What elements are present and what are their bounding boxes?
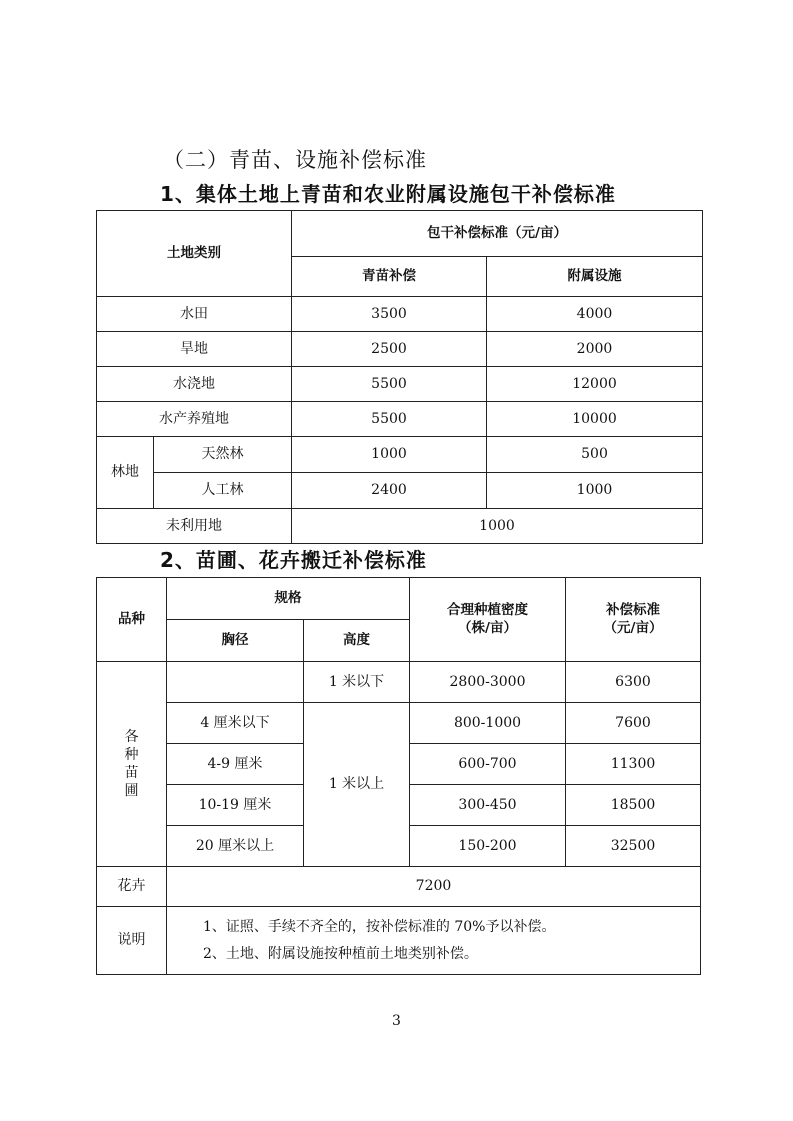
diameter-cell: 10-19 厘米 (167, 785, 304, 826)
facility-value-cell: 2000 (487, 332, 703, 367)
header-spec: 规格 (167, 578, 410, 620)
density-cell: 600-700 (410, 744, 566, 785)
header-comp-standard: 补偿标准 （元/亩） (566, 578, 701, 662)
land-type-cell: 旱地 (97, 332, 292, 367)
nursery-vertical-label: 各 种 苗 圃 (97, 662, 167, 867)
land-type-cell: 水浇地 (97, 367, 292, 402)
crop-value-cell: 2500 (292, 332, 487, 367)
flowers-label: 花卉 (97, 867, 167, 907)
notes-body (167, 907, 701, 975)
height-cell: 1 米以上 (304, 703, 410, 867)
crop-value-cell: 1000 (292, 437, 487, 473)
header-variety: 品种 (97, 578, 167, 662)
diameter-cell: 4-9 厘米 (167, 744, 304, 785)
diameter-cell: 20 厘米以上 (167, 826, 304, 867)
comp-cell: 6300 (566, 662, 701, 703)
comp-cell: 32500 (566, 826, 701, 867)
subtitle-crop-facility: 1、集体土地上青苗和农业附属设施包干补偿标准 (160, 182, 616, 206)
comp-cell: 18500 (566, 785, 701, 826)
header-density: 合理种植密度 （株/亩） (410, 578, 566, 662)
header-diameter: 胸径 (167, 620, 304, 662)
facility-value-cell: 500 (487, 437, 703, 473)
density-cell: 150-200 (410, 826, 566, 867)
header-standard: 包干补偿标准（元/亩） (292, 211, 703, 257)
density-cell: 800-1000 (410, 703, 566, 744)
crop-value-cell: 5500 (292, 402, 487, 437)
density-cell: 300-450 (410, 785, 566, 826)
note-line: 1、证照、手续不齐全的，按补偿标准的 70%予以补偿。 (203, 918, 556, 935)
facility-value-cell: 1000 (487, 473, 703, 509)
land-type-cell: 天然林 (154, 437, 292, 473)
header-crop: 青苗补偿 (292, 257, 487, 297)
crop-value-cell: 2400 (292, 473, 487, 509)
facility-value-cell: 4000 (487, 297, 703, 332)
diameter-cell (167, 662, 304, 703)
subtitle-nursery: 2、苗圃、花卉搬迁补偿标准 (160, 548, 427, 572)
diameter-cell: 4 厘米以下 (167, 703, 304, 744)
nursery-relocation-table (96, 577, 701, 975)
land-type-cell: 人工林 (154, 473, 292, 509)
crop-facility-compensation-table (96, 210, 703, 544)
comp-cell: 11300 (566, 744, 701, 785)
header-land-type: 土地类别 (97, 211, 292, 297)
forest-group-cell: 林地 (97, 437, 154, 509)
crop-value-cell: 5500 (292, 367, 487, 402)
height-cell: 1 米以下 (304, 662, 410, 703)
density-cell: 2800-3000 (410, 662, 566, 703)
land-type-cell: 未利用地 (97, 509, 292, 544)
land-type-cell: 水田 (97, 297, 292, 332)
flowers-value: 7200 (167, 867, 701, 907)
comp-cell: 7600 (566, 703, 701, 744)
land-type-cell: 水产养殖地 (97, 402, 292, 437)
header-height: 高度 (304, 620, 410, 662)
facility-value-cell: 12000 (487, 367, 703, 402)
crop-value-cell: 3500 (292, 297, 487, 332)
unused-value-cell: 1000 (292, 509, 703, 544)
header-facility: 附属设施 (487, 257, 703, 297)
facility-value-cell: 10000 (487, 402, 703, 437)
notes-label: 说明 (97, 907, 167, 975)
section-title: （二）青苗、设施补偿标准 (163, 148, 427, 172)
note-line: 2、土地、附属设施按种植前土地类别补偿。 (203, 945, 478, 962)
page-number: 3 (392, 1013, 401, 1029)
